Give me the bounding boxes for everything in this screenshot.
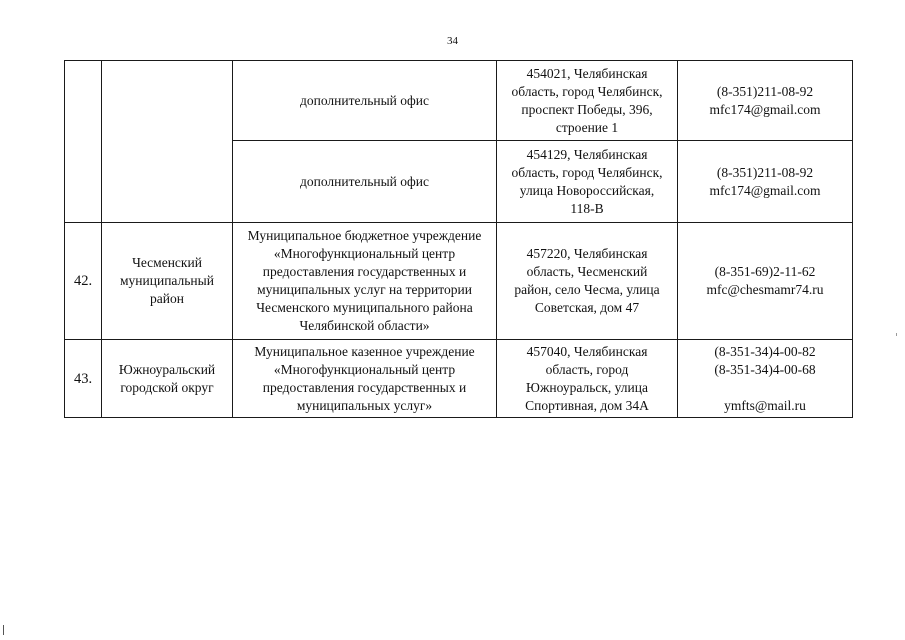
contacts-cell	[678, 141, 853, 223]
phone-number: (8-351)211-08-92	[716, 164, 814, 180]
address-line: строение 1	[555, 119, 619, 135]
organization-line: Муниципальное бюджетное учреждение	[247, 228, 482, 243]
district-name: Чесменский	[132, 255, 202, 270]
organization-line: муниципальных услуг»	[296, 397, 433, 413]
address-line: область, Чесменский	[526, 264, 648, 279]
address-cell	[497, 340, 678, 418]
address-line: 454021, Челябинская	[526, 65, 648, 81]
address-line: область, город Челябинск,	[511, 83, 663, 99]
address-line: 457040, Челябинская	[526, 343, 648, 359]
row-number: 42.	[73, 273, 93, 289]
address-cell	[497, 141, 678, 223]
contacts-spacer	[682, 379, 848, 397]
organization-line: Муниципальное казенное учреждение	[254, 343, 475, 359]
row-number-cell	[65, 223, 102, 340]
organization-line: «Многофункциональный центр	[273, 246, 456, 261]
email-address: ymfts@mail.ru	[724, 397, 806, 413]
email-address: mfc174@gmail.com	[709, 182, 821, 198]
phone-number: (8-351)211-08-92	[716, 83, 814, 99]
table-row	[65, 223, 853, 340]
organization-cell	[233, 340, 497, 418]
address-line: Советская, дом 47	[534, 300, 640, 315]
address-line: район, село Чесма, улица	[514, 282, 660, 297]
district-name: муниципальный	[120, 273, 214, 288]
organization-line: Челябинской области»	[299, 318, 430, 333]
address-line: 457220, Челябинская	[526, 246, 648, 261]
address-line: проспект Победы, 396,	[521, 101, 653, 117]
address-line: 118-В	[570, 200, 604, 216]
mfc-registry-table	[64, 60, 853, 418]
district-cell	[102, 223, 233, 340]
email-address: mfc174@gmail.com	[709, 101, 821, 117]
contacts-cell	[678, 340, 853, 418]
phone-number: (8-351-34)4-00-68	[714, 361, 816, 377]
district-name: район	[150, 291, 184, 306]
district-cell	[102, 61, 233, 223]
organization-cell	[233, 223, 497, 340]
organization-text: дополнительный офис	[300, 173, 429, 189]
address-line: Спортивная, дом 34А	[525, 397, 649, 413]
page-number: 34	[447, 35, 458, 47]
organization-line: «Многофункциональный центр	[273, 361, 456, 377]
phone-number: (8-351-34)4-00-82	[714, 343, 816, 359]
row-number-cell	[65, 61, 102, 223]
organization-text: дополнительный офис	[300, 92, 429, 108]
row-number: 43.	[73, 370, 93, 387]
contacts-cell	[678, 223, 853, 340]
address-line: 454129, Челябинская	[526, 146, 648, 162]
contacts-cell	[678, 61, 853, 141]
organization-cell	[233, 61, 497, 141]
district-name: городской округ	[120, 379, 214, 395]
phone-number: (8-351-69)2-11-62	[714, 264, 816, 279]
organization-line: предоставления государственных и	[262, 379, 467, 395]
address-line: Южноуральск, улица	[526, 379, 648, 395]
organization-line: Чесменского муниципального района	[256, 300, 473, 315]
table-row	[65, 340, 853, 418]
row-number-cell	[65, 340, 102, 418]
email-address: mfc@chesmamr74.ru	[706, 282, 824, 297]
address-line: область, город	[545, 361, 629, 377]
organization-line: муниципальных услуг на территории	[257, 282, 472, 297]
scan-artifact-mark	[3, 625, 4, 635]
district-name: Южноуральский	[118, 361, 216, 377]
district-cell	[102, 340, 233, 418]
organization-line: предоставления государственных и	[262, 264, 467, 279]
scan-artifact-mark	[896, 333, 897, 336]
table-row	[65, 61, 853, 141]
address-line: область, город Челябинск,	[511, 164, 663, 180]
organization-cell	[233, 141, 497, 223]
address-cell	[497, 61, 678, 141]
address-line: улица Новороссийская,	[519, 182, 655, 198]
address-cell	[497, 223, 678, 340]
